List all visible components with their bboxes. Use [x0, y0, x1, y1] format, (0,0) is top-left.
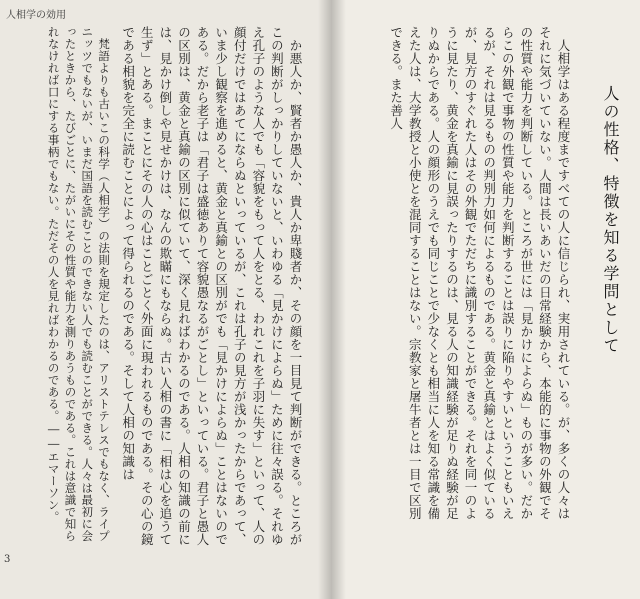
- right-page-body: [336, 26, 572, 526]
- chapter-title: 人の性格、特徴を知る学問として: [601, 85, 620, 355]
- left-page-body: [6, 26, 304, 546]
- running-head: 人相学の効用: [6, 10, 66, 21]
- right-page: [332, 0, 640, 599]
- body-paragraph: か悪人か、賢者か愚人か、貴人か卑賤者か、その顔を一目見て判断ができる。ところがこの判断がしっかりしていないと、いわゆる「見かけによらぬ」ために往々誤る。それゆえ孔子のような人でも「容貌をもって人をとる、われこれを子羽に失す」といって、人の顔付だけではあてにならぬといっているが、これは孔子の見方が浅かったからであって、いま少し観察を進めると、黄金と真鍮との区別がでも「見かけによらぬ」ことはないのである。だから老子は「君子は盛徳ありて容貌愚なるがごとし」といっている。君子と愚人の区別は、黄金と真鍮の区別に似ていて、深く見ればわかるのである。人相の知識の前には、見かけ倒しや見せかけは、なんの欺瞞にもならぬ。古い人相の書に「相は心を追うて生ず」とある。まことにその人の心はことごとく外面に現われるものである。その心の鏡である相貌を完全に読むことによって得られるのである。そして人相の知識は: [120, 26, 303, 546]
- quotation-paragraph: 梵語よりも古いこの科学（人相学）の法則を規定したのは、アリストテレスでもなく、ライプニッツでもないが、いまだ国語を読むことのできない人でも読むことができる。人々は最初に会ったときから、たびごとに、たがいにその性質や能力を測りあうものである。これは意識で知られなければ口にする事柄でもない。ただその人を見ればわかるのである。――エマーソン。: [46, 26, 112, 542]
- page-number: 3: [4, 554, 11, 565]
- body-paragraph: 人相学はある程度まですべての人に信じられ、実用されている。が、多くの人々はそれに気づいていない。人間は長いあいだの日常経験から、本能的に事物の外観でその性質や能力を判断している。ところが世には「見かけによらぬ」ものが多い。だからこの外観で事物の性質や能力を判断することは誤りに陥りやすいということもいえるが、それは見るものの判別力如何によるものである。黄金と真鍮とはよく似ているが、見方のすぐれた人はその外観でただちに識別することができる。それを同一のように見たり、黄金を真鍮に見誤ったりするのは、見る人の知識経験が足りぬ経験が足りぬからである。人の顔形のうえでも同じことで少なくとも相当に人を知る常識を備えた人は、大学教授と小使とを混同することはない。宗教家と屠牛者とは一目で区別できる。また善人: [388, 26, 571, 520]
